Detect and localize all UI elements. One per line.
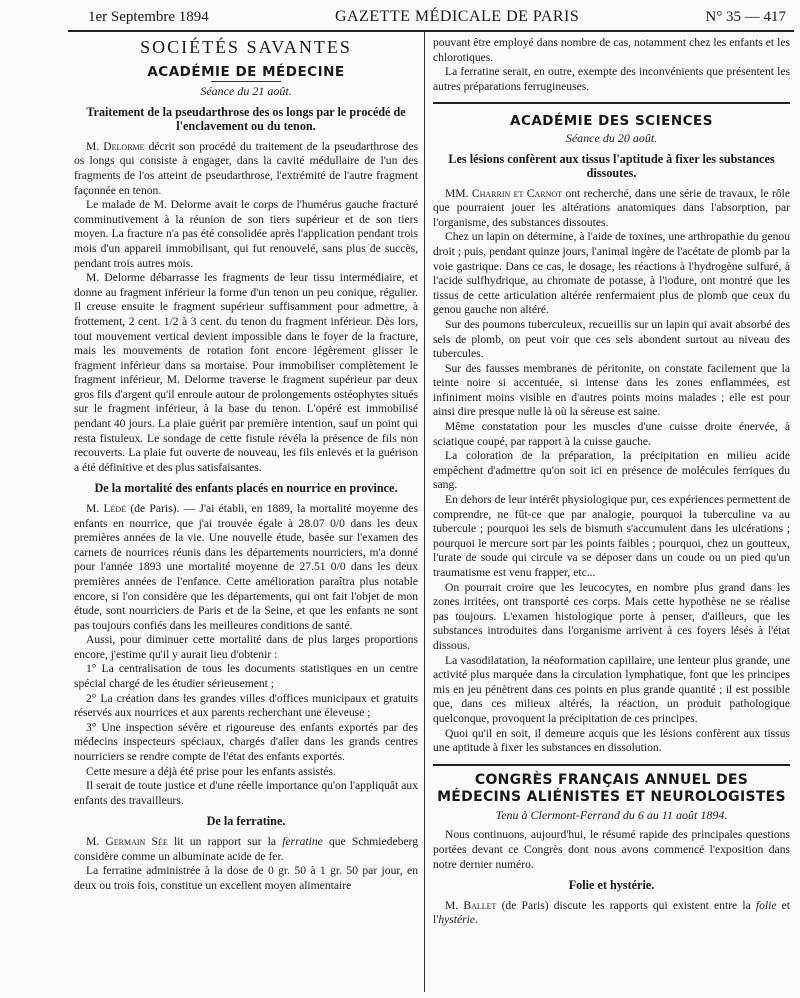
italic-term: folie [755,898,777,912]
paragraph [74,835,418,864]
columns [68,32,794,992]
paragraph: La ferratine serait, en outre, exempte des inconvénients que présentent les autres préparations ferrugineuses. [433,65,790,93]
paragraph: Quoi qu'il en soit, il demeure acquis que les lésions confèrent aux tissus une aptitude à fixer les substances en dissolution. [433,726,790,755]
header-date: 1er Septembre 1894 [88,9,209,25]
seance-date: Séance du 21 août. [200,84,292,99]
section-title: SOCIÉTÉS SAVANTES [140,37,352,57]
author-name: M. Ballet [445,898,497,912]
paragraph [433,899,790,928]
academy-title: ACADÉMIE DES SCIENCES [510,113,713,130]
paragraph: La ferratine administrée à la dose de 0 gr. 50 à 1 gr. 50 par jour, en deux ou trois fois, constitue un excellent moyen alimentaire [74,864,418,892]
article-title: Les lésions confèrent aux tissus l'aptitude à fixer les substances dissoutes. [448,151,775,181]
paragraph: Nous continuons, aujourd'hui, le résumé rapide des principales questions portées devant ce Congrès dont nous avons commencé l'exposition dans notre dernier numéro. [433,828,790,871]
paragraph: Même constatation pour les muscles d'une cuisse droite énervée, à sciatique coupé, par rapport à la cuisse gauche. [433,420,790,448]
author-name: MM. Charrin et Carnot [445,186,563,200]
article-title: Traitement de la pseudarthrose des os longs par le procédé de l'enclavement ou du tenon. [86,104,406,134]
article-title: Folie et hystérie. [568,878,655,893]
paragraph [433,187,790,231]
paragraph: La coloration de la préparation, la précipitation en milieu acide empêchent d'admettre qu'on soit ici en présence de molécules ferriques du sang. [433,449,790,492]
paragraph: M. Delorme débarrasse les fragments de leur tissu intermédiaire, et donne au fragment inférieur la forme d'un tenon un peu conique, régulier. Il creuse ensuite le fragment supérieur suffisamment pour admettre, à frottement, 2 cent. 1/2 à 3 cent. du tenon du fragment inférieur. Dès lors, tout mouvement vertical devient impossible dans le foyer de la fracture, mais les mouvements de rotation font encore légèrement glisser le fragment inférieur dans sa mortaise. Pour immobiliser complètement le fragment inférieur, M. Delorme traverse le fragment supérieur par deux gros fils d'argent qu'il enroule autour de prolongements ostéophytes situés sur le fragment inférieur, à la base du tenon. L'opéré est immobilisé pendant 40 jours. La plaie guérit par première intention, sauf un point qui resta fistuleux. Le sondage de cette fistule révéla la présence de fils non recouverts. La plaie fut ouverte de nouveau, les fils enlevés et la guérison a été définitive et des plus satisfaisantes. [74,271,418,474]
paragraph-text: ont recherché, dans une série de travaux, le rôle que pourraient jouer les altérations anatomiques dans l'absorption, par l'organisme, des substances dissoutes. [433,186,790,229]
paragraph-text: lit un rapport sur la [167,834,283,848]
paragraph-text: que Schmiedeberg considère comme un albuminate acide de fer. [74,834,418,863]
academy-title: ACADÉMIE DE MÉDECINE [147,63,345,80]
section-divider [433,764,790,766]
paragraph: En dehors de leur intérêt physiologique pur, ces expériences permettent de comprendre, ne fût-ce que par analogie, pourquoi la tuberculine va au tubercule ; pourquoi les sels de bismuth s'accumulent dans les ulcérations ; pourquoi le mercure sort par les points faibles ; pourquoi, chez un goutteux, l'urate de soude qui circule va se déposer dans un coude ou un pied qu'un traumatisme est venu frapper, etc... [433,493,790,579]
italic-term: ferratine [282,834,323,848]
paragraph-text: et l' [433,898,790,927]
paragraph: Chez un lapin on détermine, à l'aide de toxines, une arthropathie du genou droit ; puis, pendant quinze jours, l'animal ingère de l'acétate de plomb par la voie gastrique. Dans ce cas, le dosage, les réactions à l'hydrogène sulfuré, à l'acide sulfhydrique, au chromate de potasse, à l'iodure, ont montré que les tissus de cette articulation altérée renfermaient plus de plomb que ceux du genou gauche non altéré. [433,230,790,317]
paragraph-text: . [475,913,478,927]
author-name: M. Lédé [86,501,127,515]
paragraph: Le malade de M. Delorme avait le corps de l'humérus gauche fracturé comminutivement à la réunion de son tiers supérieur et de son tiers moyen. La fracture n'a pas été consolidée après l'application pendant trois mois d'un appareil immobilisant, qui fut renouvelé, sans plus de succès, pendant trois autres mois. [74,198,418,270]
page-header [68,8,794,32]
author-name: M. Germain Sée [86,834,168,848]
title-rule [211,81,281,82]
paragraph [74,502,418,633]
paragraph-text: (de Paris) discute les rapports qui existent entre la [496,898,756,912]
list-item: 3° Une inspection sévère et rigoureuse des enfants exportés par des médecins inspecteurs spéciaux, chargés d'aller dans les grands centres nourriciers se rendre compte de l'état des enfants exportés. [74,720,418,764]
header-page-number: N° 35 — 417 [705,9,786,25]
header-title: GAZETTE MÉDICALE DE PARIS [334,8,580,25]
paragraph: Il serait de toute justice et d'une réelle importance qu'on l'appliquât aux enfants des travailleurs. [74,779,418,807]
italic-term: hystérie [438,913,476,927]
paragraph: On pourrait croire que les leucocytes, en nombre plus grand dans les zones irritées, ont transporté ces corps. Mais cette hypothèse ne se réalise pas toujours. L'examen histologique porte à penser, d'ailleurs, que les substances introduites dans l'organisme arrivent à ces foyers lésés à l'état dissous. [433,580,790,652]
left-column [68,32,424,992]
list-item: 1° La centralisation de tous les documents statistiques en un centre spécial chargé de les étudier sérieusement ; [74,662,418,691]
paragraph: Cette mesure a déjà été prise pour les enfants assistés. [86,764,336,778]
article-title: De la ferratine. [206,814,286,829]
paragraph-text: (de Paris). — J'ai établi, en 1889, la mortalité moyenne des enfants en nourrice, que j'ai trouvée égale à 28.07 0/0 dans les deux premières années de la vie. Une nouvelle étude, basée sur l'examen des carnets de nourrices réunis dans les départements nourriciers, m'a donné pour l'année 1893 une mortalité moyenne de 27.51 0/0 dans les deux premières années de l'enfance. Cette amélioration paraîtra plus notable encore, si l'on considère que les départements, qui ont fait l'objet de mon étude, sont nourriciers de Paris et de la Seine, et que les enfants ne sont pas toujours confiés dans les meilleures conditions de santé. [74,501,418,632]
paragraph: La vasodilatation, la néoformation capillaire, une lenteur plus grande, une activité plus marquée dans la circulation lymphatique, font que les principes mis en jeu pénètrent dans ces points en plus grande quantité ; il est possible que, dans ces milieux altérés, la réaction, un produit pathologique quelconque, provoquent la précipitation de ces principes. [433,653,790,725]
congres-title: CONGRÈS FRANÇAIS ANNUEL DES MÉDECINS ALIÉNISTES ET NEUROLOGISTES [437,771,786,805]
paragraph-text: décrit son procédé du traitement de la pseudarthrose des os longs qui consiste à engager, dans la cavité médullaire de l'un des fragments de l'os atteint de pseudarthrose, l'extrémité de l'autre fragment façonnée en tenon. [74,139,418,197]
seance-date: Séance du 20 août. [565,130,658,145]
paragraph: Sur des poumons tuberculeux, recueillis sur un lapin qui avait absorbé des sels de plomb, on peut voir que ces sels abondent surtout au niveau des tubercules. [433,317,790,361]
paragraph: pouvant être employé dans nombre de cas, notamment chez les enfants et les chlorotiques. [433,36,790,64]
right-column [424,32,794,992]
author-name: M. Delorme [86,139,145,153]
congres-subtitle: Tenu à Clermont-Ferrand du 6 au 11 août 1894. [495,807,728,822]
section-divider [433,102,790,104]
paragraph: Sur des fausses membranes de péritonite, on constate facilement que la teinte noire si accentuée, si intense dans les zones enflammées, est infiniment moins visible en d'autres points moins malades ; elle est pour ainsi dire presque nulle là où la séreuse est saine. [433,361,790,419]
list-item: 2° La création dans les grandes villes d'offices municipaux et gratuits réservés aux nourrices et aux parents recherchant une éleveuse ; [74,691,418,720]
paragraph: Aussi, pour diminuer cette mortalité dans de plus larges proportions encore, j'estime qu'il y aurait lieu d'obtenir : [74,633,418,661]
article-title: De la mortalité des enfants placés en nourrice en province. [94,481,398,496]
paragraph [74,140,418,198]
